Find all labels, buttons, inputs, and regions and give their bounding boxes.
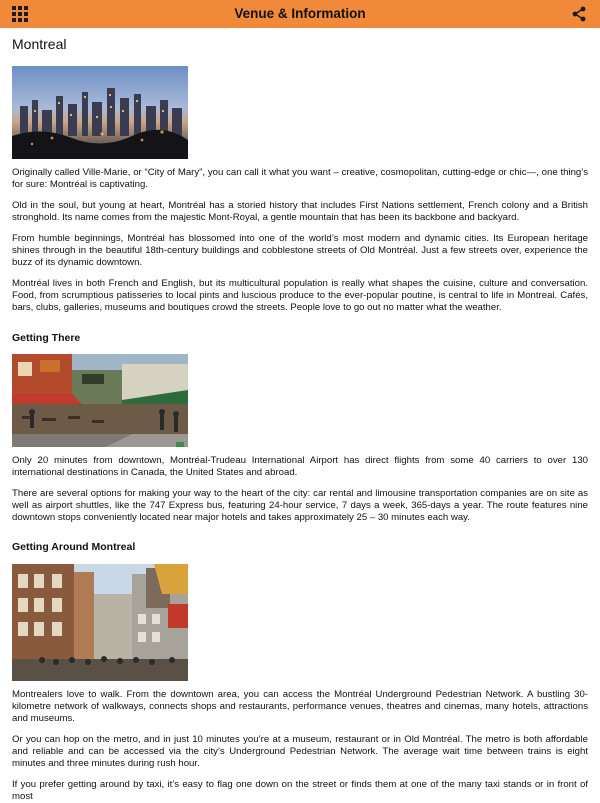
getting-around-paragraph: If you prefer getting around by taxi, it’s easy to flag one down on the street or finds them at one of the many taxi stands or in front of most: [12, 779, 588, 802]
intro-paragraph: From humble beginnings, Montréal has blossomed into one of the world’s most modern and dynamic cities. Its European heritage shines through in the beautiful 18th-century buildings and cobblestone streets of Old Montréal. Just a few streets over, experience the buzz of its dynamic downtown.: [12, 233, 588, 268]
getting-around-paragraph: Or you can hop on the metro, and in just 10 minutes you’re at a museum, restaurant or in Old Montréal. The metro is both affordable and reliable and can be accessed via the city’s Underground Pedestrian Network. The average wait time between trains is eight minutes and three minutes during rush hour.: [12, 734, 588, 769]
getting-there-paragraph: Only 20 minutes from downtown, Montréal-Trudeau International Airport has direct flights from some 40 carriers to over 130 international destinations in Canada, the United States and abroad.: [12, 455, 588, 478]
intro-paragraph: Montréal lives in both French and English, but its multicultural population is really what shapes the cuisine, culture and conversation. Food, from scrumptious patisseries to local pints and luscious produce to the ever-popular poutine, is central to life in Montreal. Cafés, bars, clubs, galleries, museums and boutiques crowd the streets. People love to go out no matter what the weather.: [12, 278, 588, 313]
share-icon[interactable]: [572, 6, 586, 22]
page-title: Montreal: [12, 36, 67, 52]
old-montreal-street-image: [12, 564, 188, 681]
getting-around-paragraph: Montrealers love to walk. From the downtown area, you can access the Montréal Underground Pedestrian Network. A bustling 30-kilometre network of walkways, connects shops and restaurants, performance venues, theatres and cinemas, many hotels, attractions and museums.: [12, 689, 588, 724]
street-cafe-image: [12, 354, 188, 447]
intro-paragraph: Originally called Ville-Marie, or “City of Mary”, you can call it what you want – creative, cosmopolitan, cutting-edge or chic—, one thing’s for sure: Montréal is captivating.: [12, 167, 588, 190]
getting-around-heading: Getting Around Montreal: [12, 541, 136, 553]
intro-paragraph: Old in the soul, but young at heart, Montréal has a storied history that includes First Nations settlement, French colony and a British stronghold. Its name comes from the majestic Mont-Royal, a gentle mountain that has been its backbone and backyard.: [12, 200, 588, 223]
content-area: [12, 28, 588, 803]
app-bar: [0, 0, 600, 28]
app-bar-title: Venue & Information: [234, 6, 366, 21]
montreal-skyline-image: [12, 66, 188, 159]
getting-there-heading: Getting There: [12, 332, 81, 344]
getting-there-paragraph: There are several options for making your way to the heart of the city: car rental and limousine transportation companies are on site as well as airport shuttles, like the 747 Express bus, featuring 24-hour service, 7 days a week, 365-days a year. The route features nine downtown stops conveniently located near major hotels and takes approximately 25 – 30 minutes each way.: [12, 488, 588, 523]
